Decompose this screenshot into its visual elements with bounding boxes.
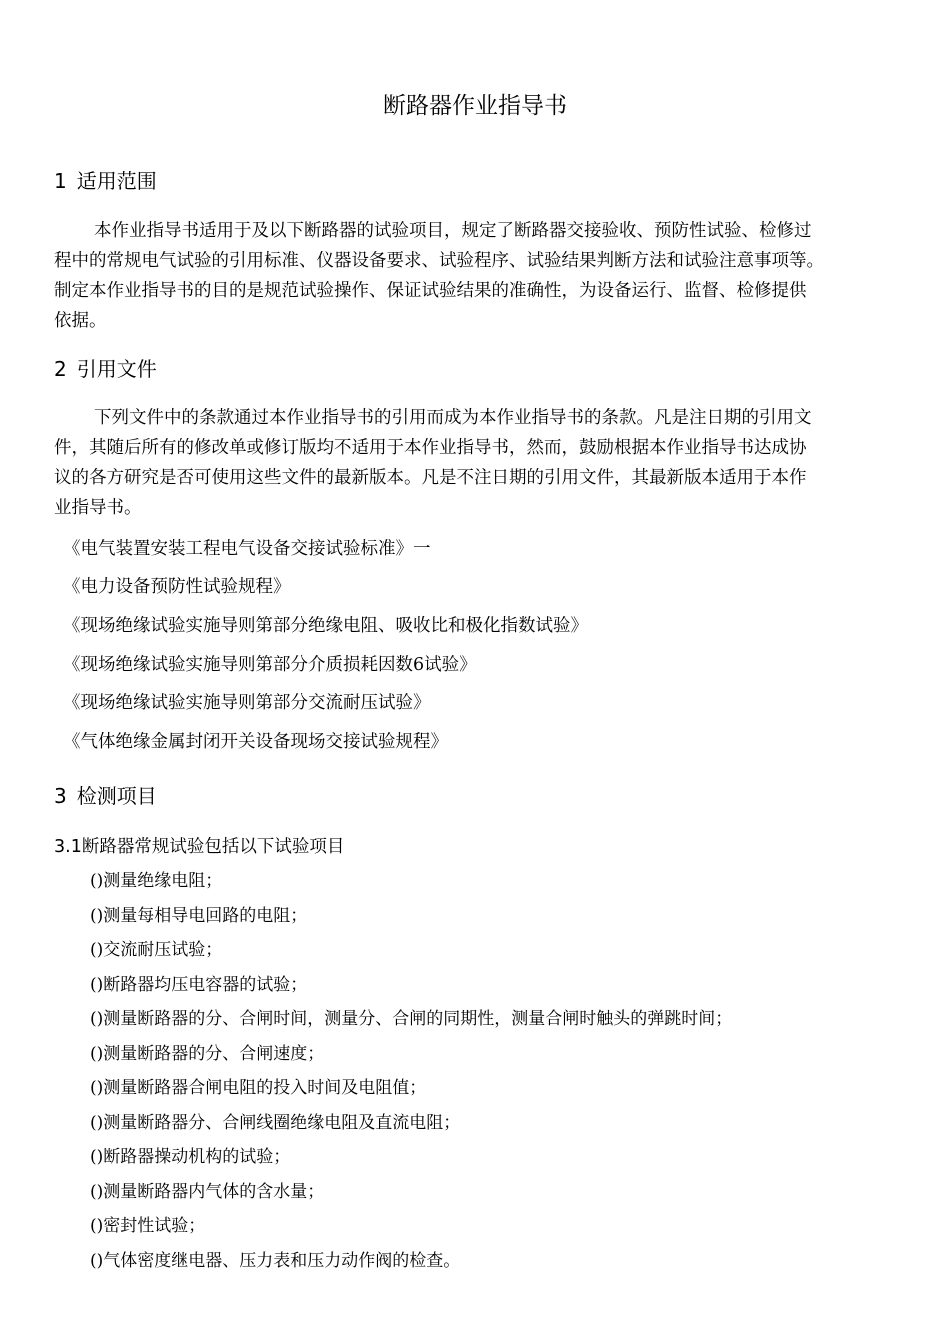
- paragraph-line: 下列文件中的条款通过本作业指导书的引用而成为本作业指导书的条款。凡是注日期的引用文: [94, 408, 812, 428]
- paragraph-line: 议的各方研究是否可使用这些文件的最新版本。凡是不注日期的引用文件，其最新版本适用于本作: [54, 468, 807, 488]
- section-title: 引用文件: [76, 357, 157, 381]
- test-item: ()测量断路器的分、合闸速度；: [90, 1044, 325, 1064]
- test-item: ()断路器均压电容器的试验；: [90, 975, 308, 995]
- subsection-heading: 3.1断路器常规试验包括以下试验项目: [54, 837, 345, 857]
- test-item: ()断路器操动机构的试验；: [90, 1147, 291, 1167]
- document-title: 断路器作业指导书: [383, 93, 567, 119]
- reference-item: 《电力设备预防性试验规程》: [63, 577, 291, 597]
- reference-item: 《现场绝缘试验实施导则第部分交流耐压试验》: [63, 693, 431, 713]
- reference-item: 《现场绝缘试验实施导则第部分绝缘电阻、吸收比和极化指数试验》: [63, 616, 588, 636]
- paragraph-line: 件，其随后所有的修改单或修订版均不适用于本作业指导书，然而，鼓励根据本作业指导书达成协: [54, 438, 807, 458]
- reference-item: 《气体绝缘金属封闭开关设备现场交接试验规程》: [63, 732, 448, 752]
- section-number: 3: [54, 784, 67, 808]
- section-1-paragraph: [54, 216, 824, 336]
- section-number: 1: [54, 169, 67, 193]
- section-2-paragraph: [54, 403, 812, 523]
- test-item: ()测量断路器分、合闸线圈绝缘电阻及直流电阻；: [90, 1113, 461, 1133]
- paragraph-line: 制定本作业指导书的目的是规范试验操作、保证试验结果的准确性，为设备运行、监督、检修提供: [54, 281, 807, 301]
- paragraph-line: 依据。: [54, 311, 107, 331]
- section-2-heading: [54, 355, 157, 383]
- section-title: 适用范围: [76, 169, 157, 193]
- test-item: ()测量每相导电回路的电阻；: [90, 906, 308, 926]
- test-item: ()测量断路器内气体的含水量；: [90, 1182, 325, 1202]
- test-item: ()测量断路器合闸电阻的投入时间及电阻值；: [90, 1078, 427, 1098]
- section-1-heading: [54, 167, 157, 195]
- paragraph-line: 程中的常规电气试验的引用标准、仪器设备要求、试验程序、试验结果判断方法和试验注意事项等。: [54, 251, 824, 271]
- test-item: ()测量断路器的分、合闸时间，测量分、合闸的同期性，测量合闸时触头的弹跳时间；: [90, 1009, 733, 1029]
- test-item: ()交流耐压试验；: [90, 940, 223, 960]
- section-number: 2: [54, 357, 67, 381]
- test-item: ()气体密度继电器、压力表和压力动作阀的检查。: [90, 1251, 461, 1271]
- test-item: ()密封性试验；: [90, 1216, 206, 1236]
- test-item: ()测量绝缘电阻；: [90, 871, 223, 891]
- paragraph-line: 本作业指导书适用于及以下断路器的试验项目，规定了断路器交接验收、预防性试验、检修过: [94, 221, 812, 241]
- section-3-heading: [54, 782, 157, 810]
- reference-item: 《现场绝缘试验实施导则第部分介质损耗因数6试验》: [63, 655, 477, 675]
- section-title: 检测项目: [76, 784, 157, 808]
- reference-item: 《电气装置安装工程电气设备交接试验标准》一: [63, 539, 431, 559]
- paragraph-line: 业指导书。: [54, 498, 142, 518]
